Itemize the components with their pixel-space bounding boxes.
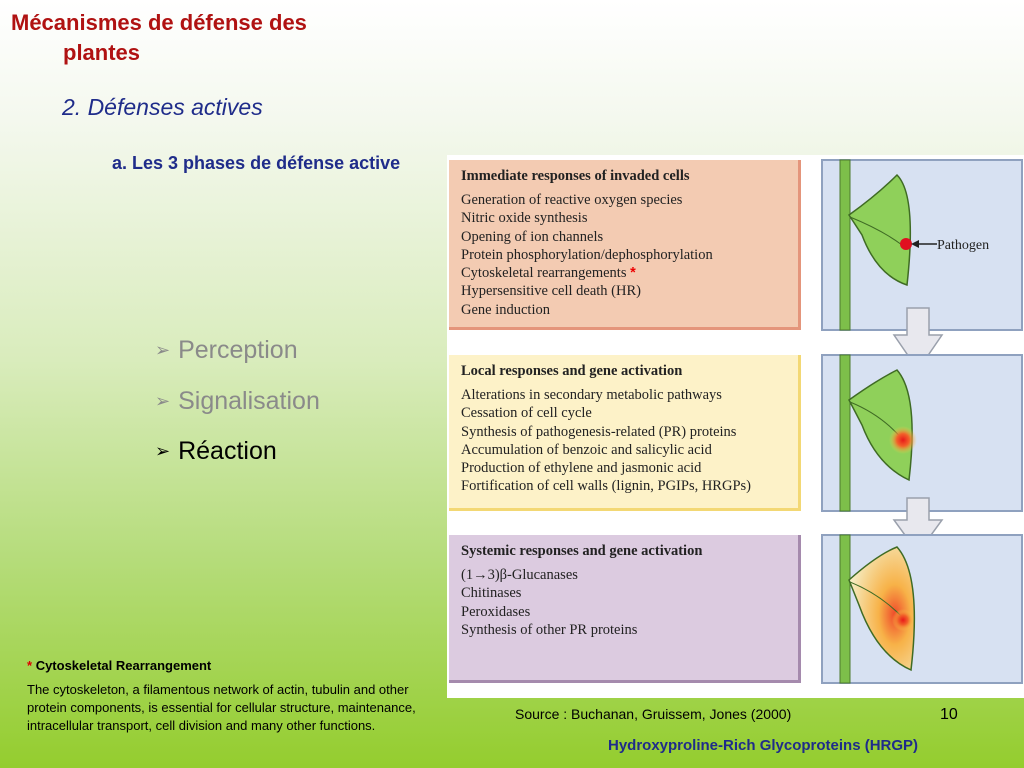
box-item: Generation of reactive oxygen species — [461, 192, 683, 208]
subsection-heading: a. Les 3 phases de défense active — [112, 153, 401, 173]
bullet-reaction — [155, 437, 277, 466]
footer-note: Hydroxyproline-Rich Glycoproteins (HRGP) — [608, 737, 919, 754]
arrow-bullet-icon: ➢ — [155, 340, 171, 360]
box-title: Local responses and gene activation — [461, 363, 683, 379]
leaf-panel-1 — [822, 160, 1022, 330]
box-item-with-marker — [461, 264, 786, 282]
arrow-bullet-icon: ➢ — [155, 441, 171, 461]
immediate-responses-box — [449, 160, 801, 330]
box-item: Gene induction — [461, 301, 550, 318]
box-item: Chitinases — [461, 585, 522, 602]
box-item: (1→3)β-Glucanases — [461, 567, 578, 583]
box-title: Immediate responses of invaded cells — [461, 168, 690, 184]
box-item: Nitric oxide synthesis — [461, 210, 588, 227]
systemic-responses-box — [449, 535, 801, 683]
box-item: Opening of ion channels — [461, 228, 604, 245]
leaf-illustrations — [807, 155, 1024, 698]
box-item: Peroxidases — [461, 603, 531, 620]
arrow-bullet-icon: ➢ — [155, 391, 171, 411]
leaf-panel-2 — [822, 355, 1022, 511]
footnote-asterisk: * — [27, 658, 33, 673]
box-item: Cytoskeletal rearrangements — [461, 265, 627, 282]
defense-response-figure — [447, 155, 1024, 698]
footnote-title: Cytoskeletal Rearrangement — [35, 658, 212, 673]
box-title: Systemic responses and gene activation — [461, 543, 703, 559]
box-item: Hypersensitive cell death (HR) — [461, 283, 641, 300]
bullet-signalisation — [155, 387, 320, 416]
bullet-label: Perception — [178, 336, 298, 364]
source-citation: Source : Buchanan, Gruissem, Jones (2000) — [515, 706, 792, 722]
box-item: Protein phosphorylation/dephosphorylation — [461, 246, 713, 263]
box-item: Alterations in secondary metabolic pathways — [461, 387, 722, 403]
box-item: Synthesis of pathogenesis-related (PR) proteins — [461, 423, 737, 440]
footnote-heading — [27, 658, 427, 673]
slide-title-line2: plantes — [63, 40, 141, 65]
bullet-label: Signalisation — [178, 387, 320, 415]
slide-title-line1: Mécanismes de défense des — [11, 10, 307, 35]
box-item: Synthesis of other PR proteins — [461, 621, 638, 638]
local-responses-box — [449, 355, 801, 511]
footnote — [27, 658, 427, 735]
asterisk-marker: * — [630, 265, 636, 282]
box-item: Fortification of cell walls (lignin, PGIPs, HRGPs) — [461, 478, 751, 495]
box-item: Production of ethylene and jasmonic acid — [461, 460, 702, 477]
box-item: Cessation of cell cycle — [461, 405, 592, 422]
slide-title — [11, 8, 431, 68]
leaf-panel-3 — [822, 535, 1022, 683]
section-heading: 2. Défenses actives — [62, 94, 263, 120]
box-item: Accumulation of benzoic and salicylic acid — [461, 441, 712, 458]
footnote-body: The cytoskeleton, a filamentous network of actin, tubulin and other protein components, is essential for cellular structure, maintenance, intracellular transport, cell division and many other functions. — [27, 682, 416, 733]
bullet-label: Réaction — [178, 437, 277, 465]
bullet-perception — [155, 336, 298, 365]
pathogen-label: Pathogen — [937, 238, 990, 253]
page-number: 10 — [940, 706, 958, 723]
